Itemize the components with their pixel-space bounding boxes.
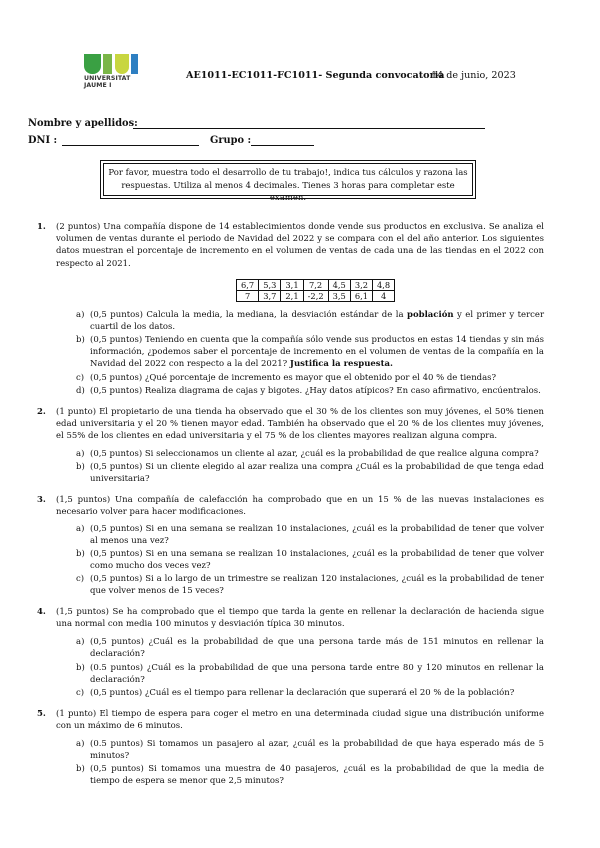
item-text: (0,5 puntos) Teniendo en cuenta que la compañía sólo vende sus productos en estas 14 tiendas y sin más información, ¿podemos saber el porcentaje de incremento en el volumen de ventas de la compañía en la Navidad del 2022 con respecto a la del 2021? bbox=[90, 335, 544, 370]
group-line[interactable] bbox=[251, 145, 314, 146]
question-2a bbox=[76, 448, 544, 460]
item-label: d) bbox=[76, 386, 85, 396]
question-1b bbox=[76, 334, 544, 371]
table-row bbox=[237, 280, 395, 291]
question-5a bbox=[76, 738, 544, 762]
question-number: 4. bbox=[37, 607, 46, 617]
logo-mark-bar bbox=[103, 54, 112, 74]
question-4c bbox=[76, 687, 544, 699]
item-emphasis: población bbox=[407, 310, 454, 320]
question-5 bbox=[37, 708, 544, 732]
question-text: (1,5 puntos) Una compañía de calefacción ha comprobado que en un 15 % de las nuevas instalaciones es necesario volver para hacer modificaciones. bbox=[56, 495, 544, 518]
table-cell: -2,2 bbox=[303, 291, 328, 302]
item-text: (0,5 puntos) Si tomamos una muestra de 40 pasajeros, ¿cuál es la probabilidad de que la media de tiempo de espera se menor que 2,5 minutos? bbox=[90, 764, 544, 787]
question-1c bbox=[76, 372, 544, 384]
item-label: b) bbox=[76, 764, 85, 774]
table-cell: 7,2 bbox=[303, 280, 328, 291]
item-emphasis: Justifica la respuesta. bbox=[289, 359, 393, 370]
item-text: (0,5 puntos) Si un cliente elegido al azar realiza una compra ¿Cuál es la probabilidad de que tenga edad universitaria? bbox=[90, 462, 544, 485]
question-text: (1 punto) El propietario de una tienda ha observado que el 30 % de los clientes son muy jóvenes, el 50% tienen edad universitaria y el 20 % tienen mayor edad. También ha observado que el 20 % de los clientes muy jóvenes, el 55% de los clientes en edad universitaria y el 75 % de los clientes mayores realizan alguna compra. bbox=[56, 407, 544, 442]
table-cell: 6,1 bbox=[350, 291, 372, 302]
question-4b bbox=[76, 662, 544, 686]
item-text: (0.5 puntos) ¿Cuál es la probabilidad de que una persona tarde entre 80 y 120 minutos en rellenar la declaración? bbox=[90, 663, 544, 686]
question-5b bbox=[76, 763, 544, 787]
question-4 bbox=[37, 606, 544, 630]
question-text: (1,5 puntos) Se ha comprobado que el tiempo que tarda la gente en rellenar la declaración de hacienda sigue una normal con media 100 minutos y desviación típica 30 minutos. bbox=[56, 607, 544, 630]
question-3a bbox=[76, 523, 544, 547]
question-number: 1. bbox=[37, 222, 46, 232]
question-3c bbox=[76, 573, 544, 597]
item-text: (0,5 puntos) Calcula la media, la mediana, la desviación estándar de la bbox=[90, 310, 408, 320]
instructions-text bbox=[104, 167, 472, 205]
item-text: (0,5 puntos) ¿Qué porcentaje de incremento es mayor que el obtenido por el 40 % de tiendas? bbox=[90, 373, 497, 383]
table-cell: 2,1 bbox=[281, 291, 303, 302]
item-label: c) bbox=[76, 574, 85, 584]
logo-mark-j bbox=[115, 54, 129, 74]
university-logo bbox=[84, 54, 138, 100]
item-label: b) bbox=[76, 335, 85, 345]
table-row bbox=[237, 291, 395, 302]
table-cell: 4,5 bbox=[328, 280, 350, 291]
name-label: Nombre y apellidos: bbox=[28, 118, 138, 129]
dni-line[interactable] bbox=[62, 145, 199, 146]
item-text: (0,5 puntos) Si a lo largo de un trimestre se realizan 120 instalaciones, ¿cuál es la probabilidad de tener que volver menos de 15 veces? bbox=[90, 574, 544, 597]
item-label: a) bbox=[76, 449, 85, 459]
table-cell: 3,7 bbox=[259, 291, 281, 302]
item-text: (0,5 puntos) Si en una semana se realizan 10 instalaciones, ¿cuál es la probabilidad de tener que volver como mucho dos veces vez? bbox=[90, 549, 544, 572]
data-table bbox=[236, 279, 395, 302]
logo-text bbox=[84, 75, 140, 89]
question-1 bbox=[37, 221, 544, 270]
item-text: (0,5 puntos) ¿Cuál es la probabilidad de que una persona tarde más de 151 minutos en rellenar la declaración? bbox=[90, 637, 544, 660]
question-number: 2. bbox=[37, 407, 46, 417]
item-text: (0,5 puntos) Si seleccionamos un cliente al azar, ¿cuál es la probabilidad de que realice alguna compra? bbox=[90, 449, 539, 459]
logo-mark-i bbox=[131, 54, 138, 74]
question-number: 5. bbox=[37, 709, 46, 719]
item-text: (0,5 puntos) Realiza diagrama de cajas y bigotes. ¿Hay datos atípicos? En caso afirmativo, encúentralos. bbox=[90, 386, 541, 396]
question-text: (1 punto) El tiempo de espera para coger el metro en una determinada ciudad sigue una distribución uniforme con un máximo de 6 minutos. bbox=[56, 709, 544, 732]
exam-title: AE1011-EC1011-FC1011- Segunda convocatoria bbox=[186, 70, 445, 81]
table-cell: 7 bbox=[237, 291, 259, 302]
question-3b bbox=[76, 548, 544, 572]
item-label: b) bbox=[76, 462, 85, 472]
logo-line2: JAUME I bbox=[84, 82, 112, 89]
table-cell: 4,8 bbox=[373, 280, 395, 291]
instructions-box bbox=[103, 163, 473, 203]
instructions-line2: respuestas. Utiliza al menos 4 decimales. Tienes 3 horas para completar este examen. bbox=[121, 180, 455, 203]
item-label: a) bbox=[76, 637, 85, 647]
question-1a bbox=[76, 309, 545, 333]
exam-date: 14 de junio, 2023 bbox=[431, 70, 516, 81]
logo-line1: UNIVERSITAT bbox=[84, 75, 131, 82]
item-label: a) bbox=[76, 739, 85, 749]
table-cell: 3,1 bbox=[281, 280, 303, 291]
instructions-line1: Por favor, muestra todo el desarrollo de tu trabajo!, indica tus cálculos y razona las bbox=[108, 168, 468, 178]
item-label: a) bbox=[76, 524, 85, 534]
item-text: (0,5 puntos) ¿Cuál es el tiempo para rellenar la declaración que superará el 20 % de la población? bbox=[90, 688, 515, 698]
table-cell: 6,7 bbox=[237, 280, 259, 291]
question-1d bbox=[76, 385, 544, 397]
item-label: b) bbox=[76, 663, 85, 673]
item-text: (0,5 puntos) Si en una semana se realizan 10 instalaciones, ¿cuál es la probabilidad de tener que volver al menos una vez? bbox=[90, 524, 544, 547]
item-label: c) bbox=[76, 373, 85, 383]
item-label: c) bbox=[76, 688, 85, 698]
table-cell: 4 bbox=[373, 291, 395, 302]
question-4a bbox=[76, 636, 544, 660]
item-text: (0.5 puntos) Si tomamos un pasajero al azar, ¿cuál es la probabilidad de que haya esperado más de 5 minutos? bbox=[90, 739, 544, 762]
question-text: (2 puntos) Una compañía dispone de 14 establecimientos donde vende sus productos en exclusiva. Se analiza el volumen de ventas durante el periodo de Navidad del 2022 y se compara con el del año anterior. Los siguientes datos muestran el porcentaje de incremento en el volumen de ventas de cada una de las tiendas en el 2022 con respecto al 2021. bbox=[56, 222, 544, 269]
dni-label: DNI : bbox=[28, 135, 58, 146]
table-cell: 3,2 bbox=[350, 280, 372, 291]
table-cell: 3,5 bbox=[328, 291, 350, 302]
question-3 bbox=[37, 494, 544, 518]
item-text-end: y el primer y tercer cuartil de los datos. bbox=[90, 310, 545, 333]
table-cell: 5,3 bbox=[259, 280, 281, 291]
group-label: Grupo : bbox=[210, 135, 252, 146]
question-2 bbox=[37, 406, 544, 443]
name-line[interactable] bbox=[133, 128, 485, 129]
question-2b bbox=[76, 461, 544, 485]
item-label: b) bbox=[76, 549, 85, 559]
item-label: a) bbox=[76, 310, 85, 320]
logo-mark-u bbox=[84, 54, 101, 74]
question-number: 3. bbox=[37, 495, 46, 505]
